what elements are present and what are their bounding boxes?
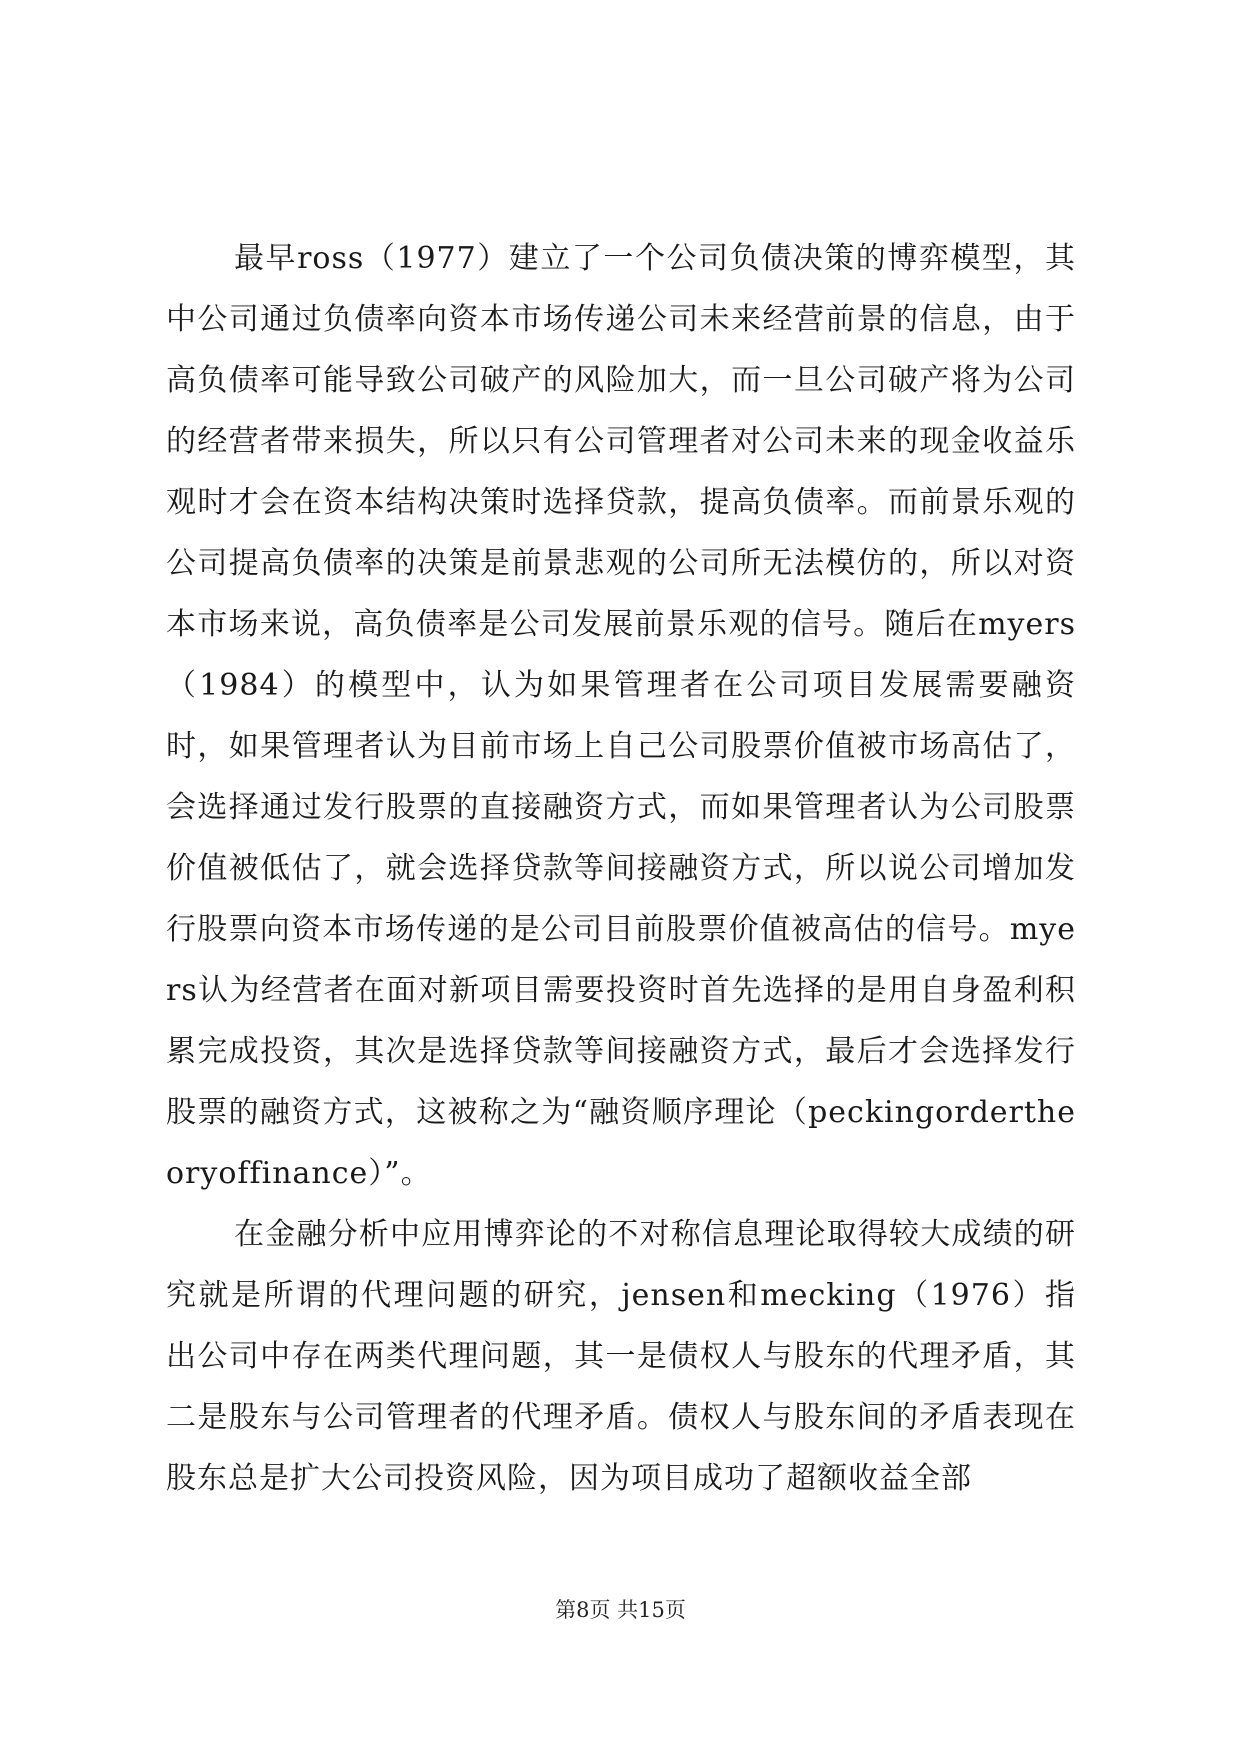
page-number-footer: 第8页 共15页: [555, 1598, 686, 1622]
document-body: [166, 228, 1076, 1509]
paragraph-2: 在金融分析中应用博弈论的不对称信息理论取得较大成绩的研究就是所谓的代理问题的研究，jensen和mecking（1976）指出公司中存在两类代理问题，其一是债权人与股东的代理矛盾，其二是股东与公司管理者的代理矛盾。债权人与股东间的矛盾表现在股东总是扩大公司投资风险，因为项目成功了超额收益全部: [166, 1217, 1076, 1496]
paragraph-1: 最早ross（1977）建立了一个公司负债决策的博弈模型，其中公司通过负债率向资本市场传递公司未来经营前景的信息，由于高负债率可能导致公司破产的风险加大，而一旦公司破产将为公司的经营者带来损失，所以只有公司管理者对公司未来的现金收益乐观时才会在资本结构决策时选择贷款，提高负债率。而前景乐观的公司提高负债率的决策是前景悲观的公司所无法模仿的，所以对资本市场来说，高负债率是公司发展前景乐观的信号。随后在myers（1984）的模型中，认为如果管理者在公司项目发展需要融资时，如果管理者认为目前市场上自己公司股票价值被市场高估了，会选择通过发行股票的直接融资方式，而如果管理者认为公司股票价值被低估了，就会选择贷款等间接融资方式，所以说公司增加发行股票向资本市场传递的是公司目前股票价值被高估的信号。myers认为经营者在面对新项目需要投资时首先选择的是用自身盈利积累完成投资，其次是选择贷款等间接融资方式，最后才会选择发行股票的融资方式，这被称之为“融资顺序理论（peckingordertheoryoffinance）”。: [166, 241, 1076, 1191]
